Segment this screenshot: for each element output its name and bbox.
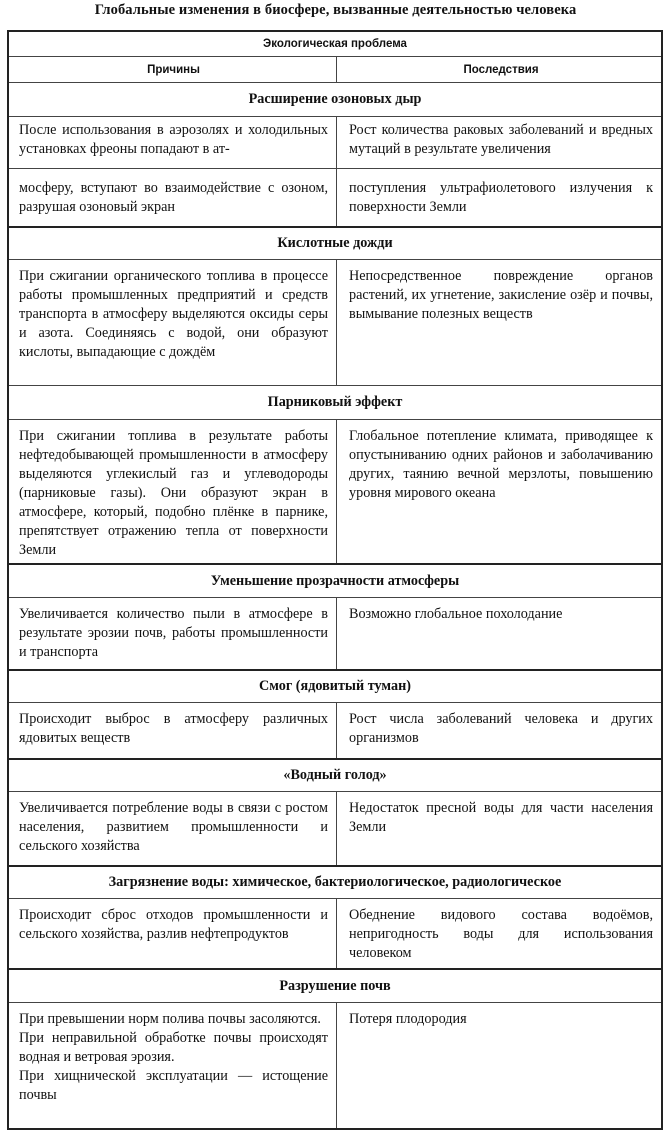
effect-cell: Потеря плодородия bbox=[349, 1011, 467, 1027]
cause-cell bbox=[9, 1003, 337, 1128]
page-title: Глобальные изменения в биосфере, вызванные деятельностью человека bbox=[94, 2, 577, 18]
cause-text: мосферу, вступают во взаимодействие с озоном, разрушая озоновый экран bbox=[19, 180, 328, 215]
cause-text: При неправильной обработке почвы происходят водная и ветровая эрозия. bbox=[19, 1030, 328, 1065]
section-title: Расширение озоновых дыр bbox=[248, 91, 422, 107]
ecology-table bbox=[7, 30, 663, 1130]
cause-cell bbox=[9, 420, 337, 563]
causes-header: Причины bbox=[9, 57, 337, 82]
section-title: Загрязнение воды: химическое, бактериологическое, радиологическое bbox=[108, 874, 562, 890]
section-title: Парниковый эффект bbox=[267, 394, 403, 410]
cause-text: Происходит сброс отходов промышленности и сельского хозяйства, разлив нефтепродуктов bbox=[19, 907, 328, 942]
section-header-row bbox=[9, 758, 661, 791]
cause-cell bbox=[9, 260, 337, 385]
cause-cell bbox=[9, 703, 337, 758]
effect-cell: Обеднение видового состава водоёмов, непригодность воды для использования человеком bbox=[349, 907, 653, 961]
cause-text: Происходит выброс в атмосферу различных ядовитых веществ bbox=[19, 711, 328, 746]
effect-cell: поступления ультрафиолетового излучения к поверхности Земли bbox=[349, 180, 653, 215]
cause-text: При сжигании топлива в результате работы нефтедобывающей промышленности в атмосферу выделяются углекислый газ и углеводороды (парниковые газы). Они образуют экран в атмосфере, который, подобно плёнке в парнике, препятствует отражению тепла от поверхности Земли bbox=[19, 428, 328, 558]
cause-text: После использования в аэрозолях и холодильных установках фреоны попадают в ат- bbox=[19, 122, 328, 157]
cause-text: При хищнической эксплуатации — истощение почвы bbox=[19, 1068, 328, 1103]
effect-cell: Возможно глобальное похолодание bbox=[349, 606, 563, 622]
section-header-row bbox=[9, 226, 661, 259]
section-title: Разрушение почв bbox=[279, 977, 391, 994]
table-header-problem-row bbox=[9, 32, 661, 56]
section-header-row bbox=[9, 82, 661, 116]
effect-cell: Недостаток пресной воды для части населения Земли bbox=[349, 800, 653, 835]
section-title: «Водный голод» bbox=[283, 767, 387, 783]
effect-cell: Непосредственное повреждение органов растений, их угнетение, закисление озёр и почвы, вымывание полезных веществ bbox=[349, 268, 653, 322]
cause-cell bbox=[9, 899, 337, 968]
section-header-row bbox=[9, 385, 661, 419]
section-header-row bbox=[9, 669, 661, 702]
table-header-columns-row bbox=[9, 56, 661, 82]
cause-cell bbox=[9, 792, 337, 865]
cause-text: Увеличивается потребление воды в связи с ростом населения, развитием промышленности и сельского хозяйства bbox=[19, 800, 328, 854]
effect-cell: Рост числа заболеваний человека и других организмов bbox=[349, 711, 653, 746]
table-row bbox=[9, 116, 661, 168]
cause-text: При сжигании органического топлива в процессе работы промышленных предприятий и средств транспорта в атмосферу выделяются оксиды серы и азота. Соединяясь с водой, они образуют кислоты, выпадающие с дождём bbox=[19, 268, 328, 360]
section-title: Уменьшение прозрачности атмосферы bbox=[210, 572, 460, 589]
section-header-row bbox=[9, 563, 661, 597]
cause-cell bbox=[9, 169, 337, 226]
table-row bbox=[9, 419, 661, 563]
effects-header: Последствия bbox=[463, 63, 539, 76]
cause-cell bbox=[9, 117, 337, 168]
section-title: Кислотные дожди bbox=[277, 235, 393, 251]
cause-text: Увеличивается количество пыли в атмосфере в результате эрозии почв, работы промышленности и транспорта bbox=[19, 606, 328, 660]
section-header-row bbox=[9, 968, 661, 1002]
table-row bbox=[9, 597, 661, 669]
table-row bbox=[9, 702, 661, 758]
effect-cell: Глобальное потепление климата, приводящее к опустыниванию одних районов и заболачиванию других, таянию вечной мерзлоты, повышению уровня мирового океана bbox=[349, 428, 653, 501]
table-row bbox=[9, 259, 661, 385]
effect-cell: Рост количества раковых заболеваний и вредных мутаций в результате увеличения bbox=[349, 122, 653, 157]
table-row bbox=[9, 1002, 661, 1128]
problem-header: Экологическая проблема bbox=[263, 38, 407, 50]
section-header-row bbox=[9, 865, 661, 898]
table-row bbox=[9, 898, 661, 968]
section-title: Смог (ядовитый туман) bbox=[259, 678, 411, 694]
cause-cell bbox=[9, 598, 337, 669]
table-row bbox=[9, 791, 661, 865]
cause-text: При превышении норм полива почвы засоляются. bbox=[19, 1011, 321, 1027]
table-row bbox=[9, 168, 661, 226]
